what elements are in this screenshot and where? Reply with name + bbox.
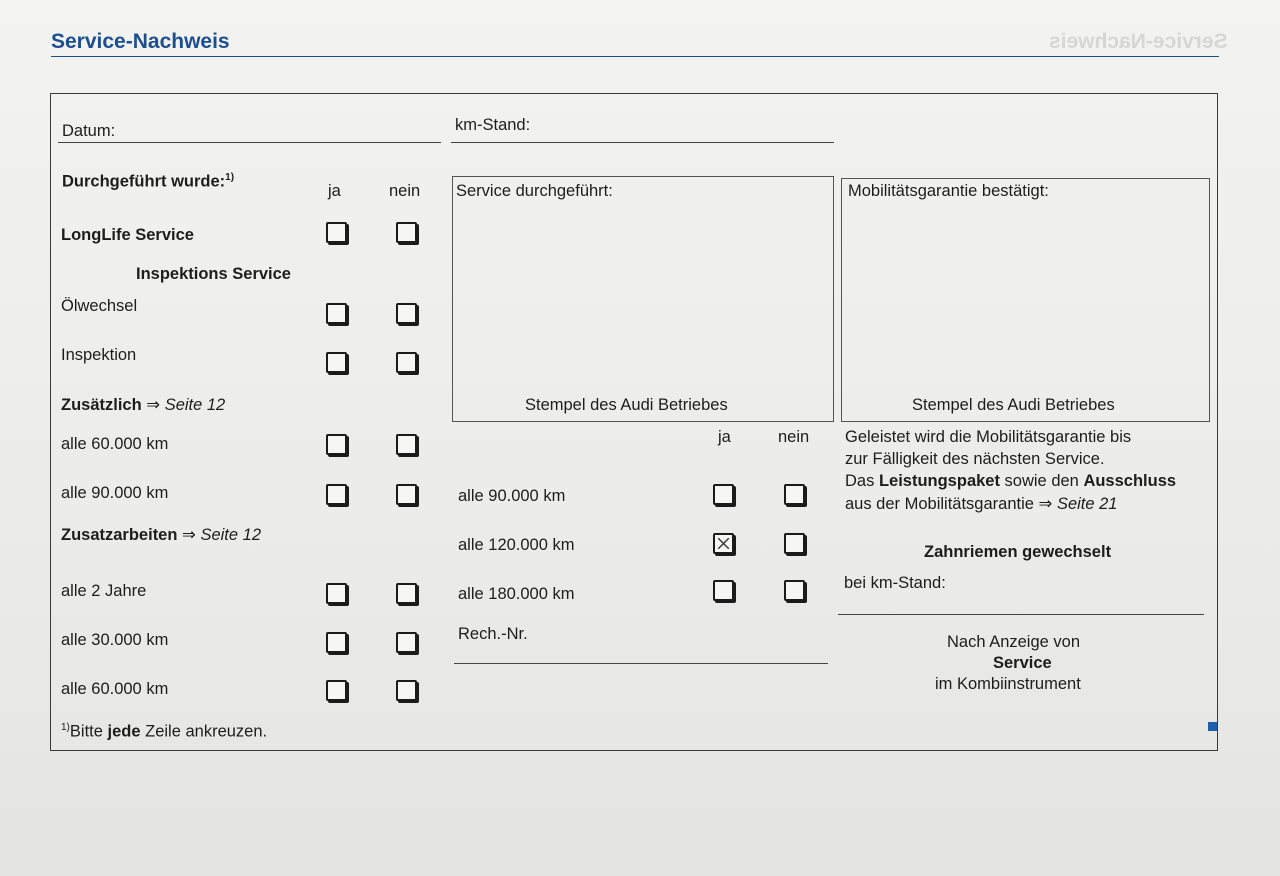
page-end-marker [1208,722,1217,731]
durchgefuehrt-label: Durchgeführt wurde:$^{1)}$ [62,172,235,191]
alle-90000-ja-checkbox[interactable] [326,484,347,505]
alle-60000-b-ja-checkbox[interactable] [326,680,347,701]
mid-nein-header: nein [778,428,810,446]
alle-60000-label: alle 60.000 km [61,435,169,453]
mid-alle-180000-label: alle 180.000 km [458,585,575,603]
mobilitaet-stamp-label: Stempel des Audi Betriebes [912,396,1115,414]
oelwechsel-ja-checkbox[interactable] [326,303,347,324]
mid-alle-90000-label: alle 90.000 km [458,487,566,505]
alle-60000-ja-checkbox[interactable] [326,434,347,455]
alle-2-jahre-ja-checkbox[interactable] [326,583,347,604]
mobilitaet-box-title: Mobilitätsgarantie bestätigt: [848,182,1049,200]
alle-30000-nein-checkbox[interactable] [396,632,417,653]
mid-alle-180000-ja-checkbox[interactable] [713,580,734,601]
alle-2-jahre-nein-checkbox[interactable] [396,583,417,604]
longlife-service-label: LongLife Service [61,226,194,244]
inspektion-label: Inspektion [61,346,137,364]
alle-60000-b-label: alle 60.000 km [61,680,169,698]
mid-alle-90000-nein-checkbox[interactable] [784,484,805,505]
alle-30000-label: alle 30.000 km [61,631,169,649]
service-stamp-box[interactable] [452,176,834,422]
mid-alle-90000-ja-checkbox[interactable] [713,484,734,505]
datum-field[interactable] [58,142,441,143]
footnote: $^{1)}$Bitte jede Zeile ankreuzen. [61,722,268,741]
oelwechsel-nein-checkbox[interactable] [396,303,417,324]
inspektions-service-label: Inspektions Service [136,265,291,283]
alle-90000-nein-checkbox[interactable] [396,484,417,505]
mirrored-title-shadow: Service-Nachweis [1049,30,1228,53]
datum-label: Datum: [62,122,116,140]
inspektion-ja-checkbox[interactable] [326,352,347,373]
mid-ja-header: ja [718,428,731,446]
info-line-4: aus der Mobilitätsgarantie ⇒ Seite 21 [845,495,1118,513]
longlife-nein-checkbox[interactable] [396,222,417,243]
info-line-1: Geleistet wird die Mobilitätsgarantie bis [845,428,1132,446]
bei-km-stand-label: bei km-Stand: [844,574,946,592]
km-stand-field[interactable] [451,142,834,143]
zusatzarbeiten-heading: Zusatzarbeiten ⇒ Seite 12 [61,526,262,544]
info-line-2: zur Fälligkeit des nächsten Service. [845,450,1105,468]
alle-90000-label: alle 90.000 km [61,484,169,502]
alle-60000-b-nein-checkbox[interactable] [396,680,417,701]
anzeige-line-3: im Kombiinstrument [935,675,1081,693]
rech-nr-field[interactable] [454,663,828,664]
mobilitaet-stamp-box[interactable] [841,178,1210,422]
rech-nr-label: Rech.-Nr. [458,625,528,643]
mid-alle-120000-label: alle 120.000 km [458,536,575,554]
anzeige-line-2: Service [993,654,1052,672]
longlife-ja-checkbox[interactable] [326,222,347,243]
zahnriemen-title: Zahnriemen gewechselt [924,543,1112,561]
anzeige-line-1: Nach Anzeige von [947,633,1081,651]
zusaetzlich-heading: Zusätzlich ⇒ Seite 12 [61,396,226,414]
mid-alle-120000-nein-checkbox[interactable] [784,533,805,554]
mid-alle-120000-ja-checkbox[interactable] [713,533,734,554]
info-line-3: Das Leistungspaket sowie den Ausschluss [845,472,1177,490]
service-stamp-label: Stempel des Audi Betriebes [525,396,728,414]
inspektion-nein-checkbox[interactable] [396,352,417,373]
ja-header: ja [328,182,341,200]
nein-header: nein [389,182,421,200]
title-rule [51,56,1219,57]
oelwechsel-label: Ölwechsel [61,297,138,315]
alle-2-jahre-label: alle 2 Jahre [61,582,147,600]
mid-alle-180000-nein-checkbox[interactable] [784,580,805,601]
page-title: Service-Nachweis [51,30,230,53]
alle-30000-ja-checkbox[interactable] [326,632,347,653]
alle-60000-nein-checkbox[interactable] [396,434,417,455]
km-stand-label: km-Stand: [455,116,531,134]
bei-km-stand-field[interactable] [838,614,1204,615]
service-box-title: Service durchgeführt: [456,182,613,200]
